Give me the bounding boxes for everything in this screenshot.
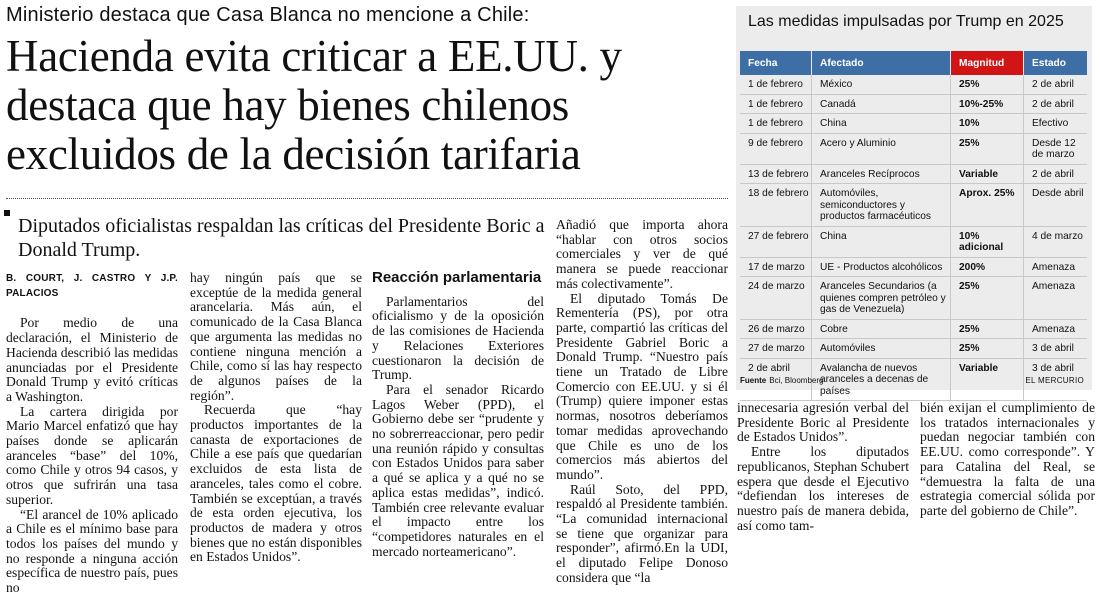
cell-fecha: 2 de abril [740, 359, 812, 401]
cell-magnitud: 10% [951, 114, 1024, 133]
cell-afectado: Automóviles [812, 339, 951, 358]
article-column-2 [190, 271, 362, 565]
table-row [740, 227, 1087, 258]
article-paragraph: Raúl Soto, del PPD, respaldó al Presidente también. “La comunidad internacional se tiene que organizar para responder”, afirmó.En la UDI, el diputado Felipe Donoso considera que “la [556, 481, 728, 585]
table-row [740, 75, 1087, 95]
cell-estado: Desde abril [1032, 188, 1084, 199]
cell-fecha: 13 de febrero [740, 165, 812, 184]
headline-divider [6, 198, 728, 199]
article-paragraph: innecesaria agresión verbal del Presidente Boric al Presidente de Estados Unidos”. [737, 400, 909, 445]
table-row [740, 320, 1087, 340]
cell-afectado: Acero y Aluminio [812, 134, 951, 164]
cell-estado: Desde 12 de marzo [1032, 137, 1076, 160]
article-paragraph: Recuerda que “hay productos importantes de la canasta de exportaciones de Chile a ese país que quedarían excluidos de esta lista de aranceles, tales como el cobre. También se exceptúan, a través de esta orden ejecutiva, los productos de madera y otros bienes que no están disponibles en Estados Unidos”. [190, 402, 362, 565]
header-fecha: Fecha [740, 51, 812, 75]
table-row [740, 277, 1087, 320]
cell-magnitud: 10%-25% [951, 95, 1024, 114]
table-row [740, 339, 1087, 359]
cell-estado: Amenaza [1032, 323, 1076, 335]
cell-afectado: Automóviles, semiconductores y productos farmacéuticos [812, 184, 951, 226]
header-estado: Estado [1032, 57, 1066, 69]
article-paragraph: bién exijan el cumplimiento de los tratados internacionales y puedan negociar también con EE.UU. como corresponde”. Y para Catalina del Real, se “demuestra la falta de una estrategia comercial sólida por parte del gobierno de Chile”. [920, 400, 1095, 518]
section-heading: Reacción parlamentaria [372, 269, 542, 286]
infobox-footer [740, 376, 1088, 385]
cell-fecha: 18 de febrero [740, 184, 812, 226]
cell-afectado: UE - Productos alcohólicos [812, 258, 951, 277]
source-label: Fuente [740, 376, 767, 385]
cell-magnitud: 25% [951, 320, 1024, 339]
cell-afectado: México [812, 75, 951, 94]
header-afectado: Afectado [812, 51, 951, 75]
article-column-4 [556, 218, 728, 586]
cell-fecha: 24 de marzo [740, 277, 812, 319]
cell-afectado: Canadá [812, 95, 951, 114]
article-paragraph: Entre los diputados republicanos, Stephan Schubert espera que desde el Ejecutivo “defiendan los intereses de nuestro país de manera debida, así como tam- [737, 444, 909, 533]
cell-afectado: China [812, 227, 951, 257]
cell-fecha: 1 de febrero [740, 95, 812, 114]
article-paragraph: Por medio de una declaración, el Ministerio de Hacienda describió las medidas anunciadas por el Presidente Donald Trump y evitó críticas a Washington. [6, 315, 178, 404]
article-deck: Diputados oficialistas respaldan las críticas del Presidente Boric a Donald Trump. [18, 215, 545, 261]
source-value: Bci, Bloomberg [769, 376, 824, 385]
cell-afectado: Cobre [812, 320, 951, 339]
cell-fecha: 17 de marzo [740, 258, 812, 277]
article-paragraph: Para el senador Ricardo Lagos Weber (PPD), el Gobierno debe ser “prudente y no sobrerreaccionar, pero pedir una reunión rápido y consultas con Estados Unidos para saber a qué se aplica y a qué no se aplica estas medidas”, indicó. También cree relevante evaluar el impacto entre los “competidores naturales en el mercado norteamericano”. [372, 381, 544, 559]
cell-fecha: 1 de febrero [740, 114, 812, 133]
cell-estado: 2 de abril [1032, 98, 1074, 110]
article-column-3 [372, 271, 544, 559]
tariff-measures-table [740, 51, 1087, 401]
article-column-6 [920, 401, 1095, 519]
article-paragraph: El diputado Tomás De Rementería (PS), por otra parte, compartió las críticas del Presidente Gabriel Boric a Donald Trump. “Nuestro país tiene un Tratado de Libre Comercio con EE.UU. y si él (Trump) quiere imponer estas normas, nosotros deberíamos tomar medidas aprovechando que Chile es uno de los comercios más abiertos del mundo”. [556, 290, 728, 482]
infobox-title: Las medidas impulsadas por Trump en 2025 [748, 13, 1064, 30]
article-paragraph: “El arancel de 10% aplicado a Chile es el mínimo base para todos los países del mundo y no responde a ninguna acción específica de nuestro país, pues no [6, 506, 178, 596]
article-paragraph: Añadió que importa ahora “hablar con otros socios comerciales y ver de qué manera se puede reaccionar más colectivamente”. [556, 217, 728, 291]
cell-fecha: 1 de febrero [740, 75, 812, 94]
cell-estado: 3 de abril [1032, 362, 1074, 374]
cell-magnitud: 200% [951, 258, 1024, 277]
article-paragraph: La cartera dirigida por Mario Marcel enfatizó que hay países donde se aplicarán aranceles “base” del 10%, como Chile y otros 94 casos, y otros que sufrirán una tasa superior. [6, 403, 178, 507]
article-headline: Hacienda evita criticar a EE.UU. y destaca que hay bienes chilenos excluidos de la decisión tarifaria [6, 31, 622, 179]
table-row [740, 184, 1087, 227]
cell-afectado: Aranceles Recíprocos [812, 165, 951, 184]
cell-magnitud: 25% [951, 339, 1024, 358]
cell-fecha: 26 de marzo [740, 320, 812, 339]
cell-estado: 2 de abril [1032, 79, 1074, 90]
cell-afectado: Avalancha de nuevos aranceles a decenas de países [812, 359, 951, 401]
article-kicker: Ministerio destaca que Casa Blanca no mencione a Chile: [6, 4, 530, 26]
cell-estado: 4 de marzo [1032, 230, 1083, 242]
cell-magnitud: 25% [951, 134, 1024, 164]
cell-magnitud: Aprox. 25% [951, 184, 1024, 226]
publication-brand: EL MERCURIO [1025, 376, 1084, 385]
cell-afectado: China [812, 114, 951, 133]
cell-magnitud: 25% [951, 277, 1024, 319]
infobox-panel [736, 6, 1092, 397]
cell-fecha: 27 de marzo [740, 339, 812, 358]
cell-magnitud: Variable [951, 359, 1024, 401]
cell-estado: Efectivo [1032, 118, 1069, 129]
table-header-row [740, 51, 1087, 75]
table-row [740, 114, 1087, 134]
table-row [740, 165, 1087, 185]
cell-estado: Amenaza [1032, 261, 1076, 273]
cell-fecha: 9 de febrero [740, 134, 812, 164]
cell-magnitud: 10% adicional [951, 227, 1024, 257]
header-magnitud: Magnitud [951, 51, 1024, 75]
deck-bullet-marker [4, 210, 10, 216]
article-byline: B. COURT, J. CASTRO Y J.P. PALACIOS [6, 273, 178, 299]
table-row [740, 95, 1087, 115]
table-row [740, 134, 1087, 165]
article-paragraph: hay ningún país que se exceptúe de la medida general arancelaria. Más aún, el comunicado de la Casa Blanca que argumenta las medidas no contiene ninguna mención a Chile, como sí las hay respecto de algunos países de la región”. [190, 270, 362, 403]
cell-fecha: 27 de febrero [740, 227, 812, 257]
cell-afectado: Aranceles Secundarios (a quienes compren petróleo y gas de Venezuela) [812, 277, 951, 319]
article-column-5 [737, 401, 909, 533]
cell-magnitud: Variable [951, 165, 1024, 184]
cell-magnitud: 25% [951, 75, 1024, 94]
table-row [740, 258, 1087, 278]
cell-estado: Amenaza [1032, 281, 1076, 292]
cell-estado: 3 de abril [1032, 343, 1074, 354]
article-column-1 [6, 272, 178, 596]
cell-estado: 2 de abril [1032, 168, 1074, 180]
article-paragraph: Parlamentarios del oficialismo y de la oposición de las comisiones de Hacienda y Relaciones Exteriores cuestionaron la decisión de Trump. [372, 293, 544, 383]
table-body [740, 75, 1087, 401]
